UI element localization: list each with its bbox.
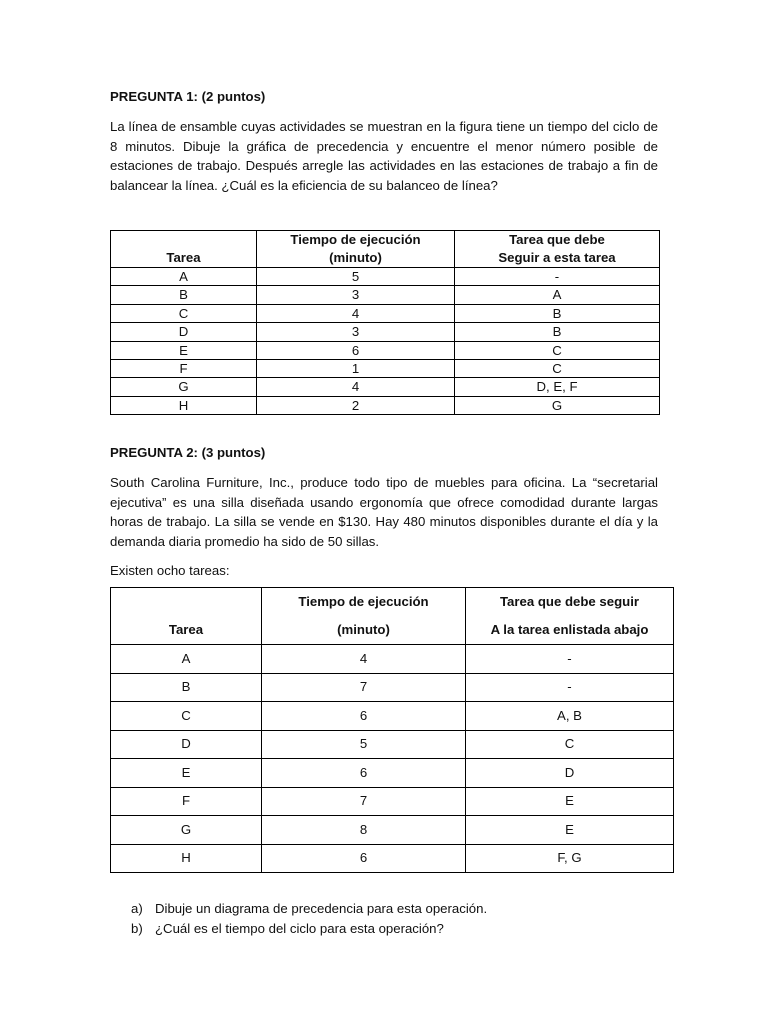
cell-tarea: D [111, 323, 257, 341]
cell-tarea: E [111, 759, 262, 788]
table-row [111, 730, 674, 759]
question-2-section [110, 444, 658, 581]
cell-precedencia: F, G [466, 844, 674, 873]
cell-tarea: H [111, 844, 262, 873]
table-row [111, 341, 660, 359]
cell-tiempo: 2 [257, 396, 455, 414]
cell-tarea: G [111, 816, 262, 845]
cell-precedencia: - [466, 673, 674, 702]
cell-precedencia: D [466, 759, 674, 788]
header-precedencia: Tarea que debe seguir A la tarea enlistada abajo [466, 588, 674, 645]
cell-tarea: B [111, 673, 262, 702]
table-row [111, 268, 660, 286]
cell-tiempo: 5 [262, 730, 466, 759]
header-precedencia: Tarea que debe Seguir a esta tarea [455, 231, 660, 268]
table-row [111, 645, 674, 674]
question-1-text: La línea de ensamble cuyas actividades se muestran en la figura tiene un tiempo del ciclo de 8 minutos. Dibuje la gráfica de precedencia y encuentre el menor número posible de estaciones de trabajo. Después arregle las actividades en las estaciones de trabajo a fin de balancear la línea. ¿Cuál es la eficiencia de su balanceo de línea? [110, 119, 658, 193]
cell-tiempo: 4 [262, 645, 466, 674]
cell-precedencia: C [455, 360, 660, 378]
table-row [111, 360, 660, 378]
cell-tarea: F [111, 360, 257, 378]
cell-tarea: H [111, 396, 257, 414]
cell-tarea: F [111, 787, 262, 816]
header-tarea: Tarea [111, 231, 257, 268]
cell-tiempo: 3 [257, 323, 455, 341]
cell-tarea: B [111, 286, 257, 304]
table-row [111, 759, 674, 788]
question-2-table [110, 587, 674, 873]
cell-tiempo: 1 [257, 360, 455, 378]
table-row [111, 816, 674, 845]
cell-precedencia: G [455, 396, 660, 414]
cell-precedencia: A, B [466, 702, 674, 731]
table-row [111, 323, 660, 341]
cell-tarea: A [111, 268, 257, 286]
cell-tiempo: 7 [262, 787, 466, 816]
table-row [111, 787, 674, 816]
cell-precedencia: - [466, 645, 674, 674]
question-2-text: South Carolina Furniture, Inc., produce todo tipo de muebles para oficina. La “secretarial ejecutiva” es una silla diseñada usando ergonomía que ofrece comodidad durante largas horas de trabajo. La silla se vende en $130. Hay 480 minutos disponibles durante el día y la demanda diaria promedio ha sido de 50 sillas. [110, 475, 658, 549]
list-item-marker: b) [131, 920, 143, 936]
cell-tarea: D [111, 730, 262, 759]
question-1-table [110, 230, 660, 415]
list-item-marker: a) [131, 901, 143, 916]
question-1-section [110, 88, 658, 195]
question-2-heading: PREGUNTA 2: (3 puntos) [110, 445, 266, 460]
table-row [111, 304, 660, 322]
cell-precedencia: D, E, F [455, 378, 660, 396]
table-row [111, 673, 674, 702]
cell-precedencia: E [466, 816, 674, 845]
cell-tiempo: 8 [262, 816, 466, 845]
table-row [111, 844, 674, 873]
header-tarea: Tarea [111, 588, 262, 645]
cell-tiempo: 6 [262, 844, 466, 873]
cell-precedencia: A [455, 286, 660, 304]
cell-tiempo: 6 [262, 759, 466, 788]
cell-precedencia: C [466, 730, 674, 759]
table-row [111, 286, 660, 304]
table-header-row [111, 588, 674, 645]
cell-precedencia: C [455, 341, 660, 359]
question-1-heading: PREGUNTA 1: (2 puntos) [110, 89, 266, 104]
header-tiempo: Tiempo de ejecución (minuto) [257, 231, 455, 268]
cell-tarea: G [111, 378, 257, 396]
cell-tiempo: 4 [257, 378, 455, 396]
table-row [111, 378, 660, 396]
cell-tarea: E [111, 341, 257, 359]
list-item-text: ¿Cuál es el tiempo del ciclo para esta operación? [155, 920, 444, 936]
cell-tarea: C [111, 702, 262, 731]
cell-precedencia: E [466, 787, 674, 816]
list-item [131, 919, 487, 939]
cell-tiempo: 7 [262, 673, 466, 702]
cell-precedencia: B [455, 304, 660, 322]
question-2-intro: Existen ocho tareas: [110, 563, 230, 578]
cell-tiempo: 6 [262, 702, 466, 731]
cell-tiempo: 3 [257, 286, 455, 304]
cell-tiempo: 5 [257, 268, 455, 286]
cell-tarea: C [111, 304, 257, 322]
cell-tarea: A [111, 645, 262, 674]
question-2-subquestions [131, 899, 487, 938]
cell-precedencia: - [455, 268, 660, 286]
list-item [131, 899, 487, 919]
table-header-row [111, 231, 660, 268]
header-tiempo: Tiempo de ejecución (minuto) [262, 588, 466, 645]
table-row [111, 396, 660, 414]
cell-tiempo: 6 [257, 341, 455, 359]
cell-tiempo: 4 [257, 304, 455, 322]
cell-precedencia: B [455, 323, 660, 341]
table-row [111, 702, 674, 731]
list-item-text: Dibuje un diagrama de precedencia para esta operación. [155, 901, 488, 916]
